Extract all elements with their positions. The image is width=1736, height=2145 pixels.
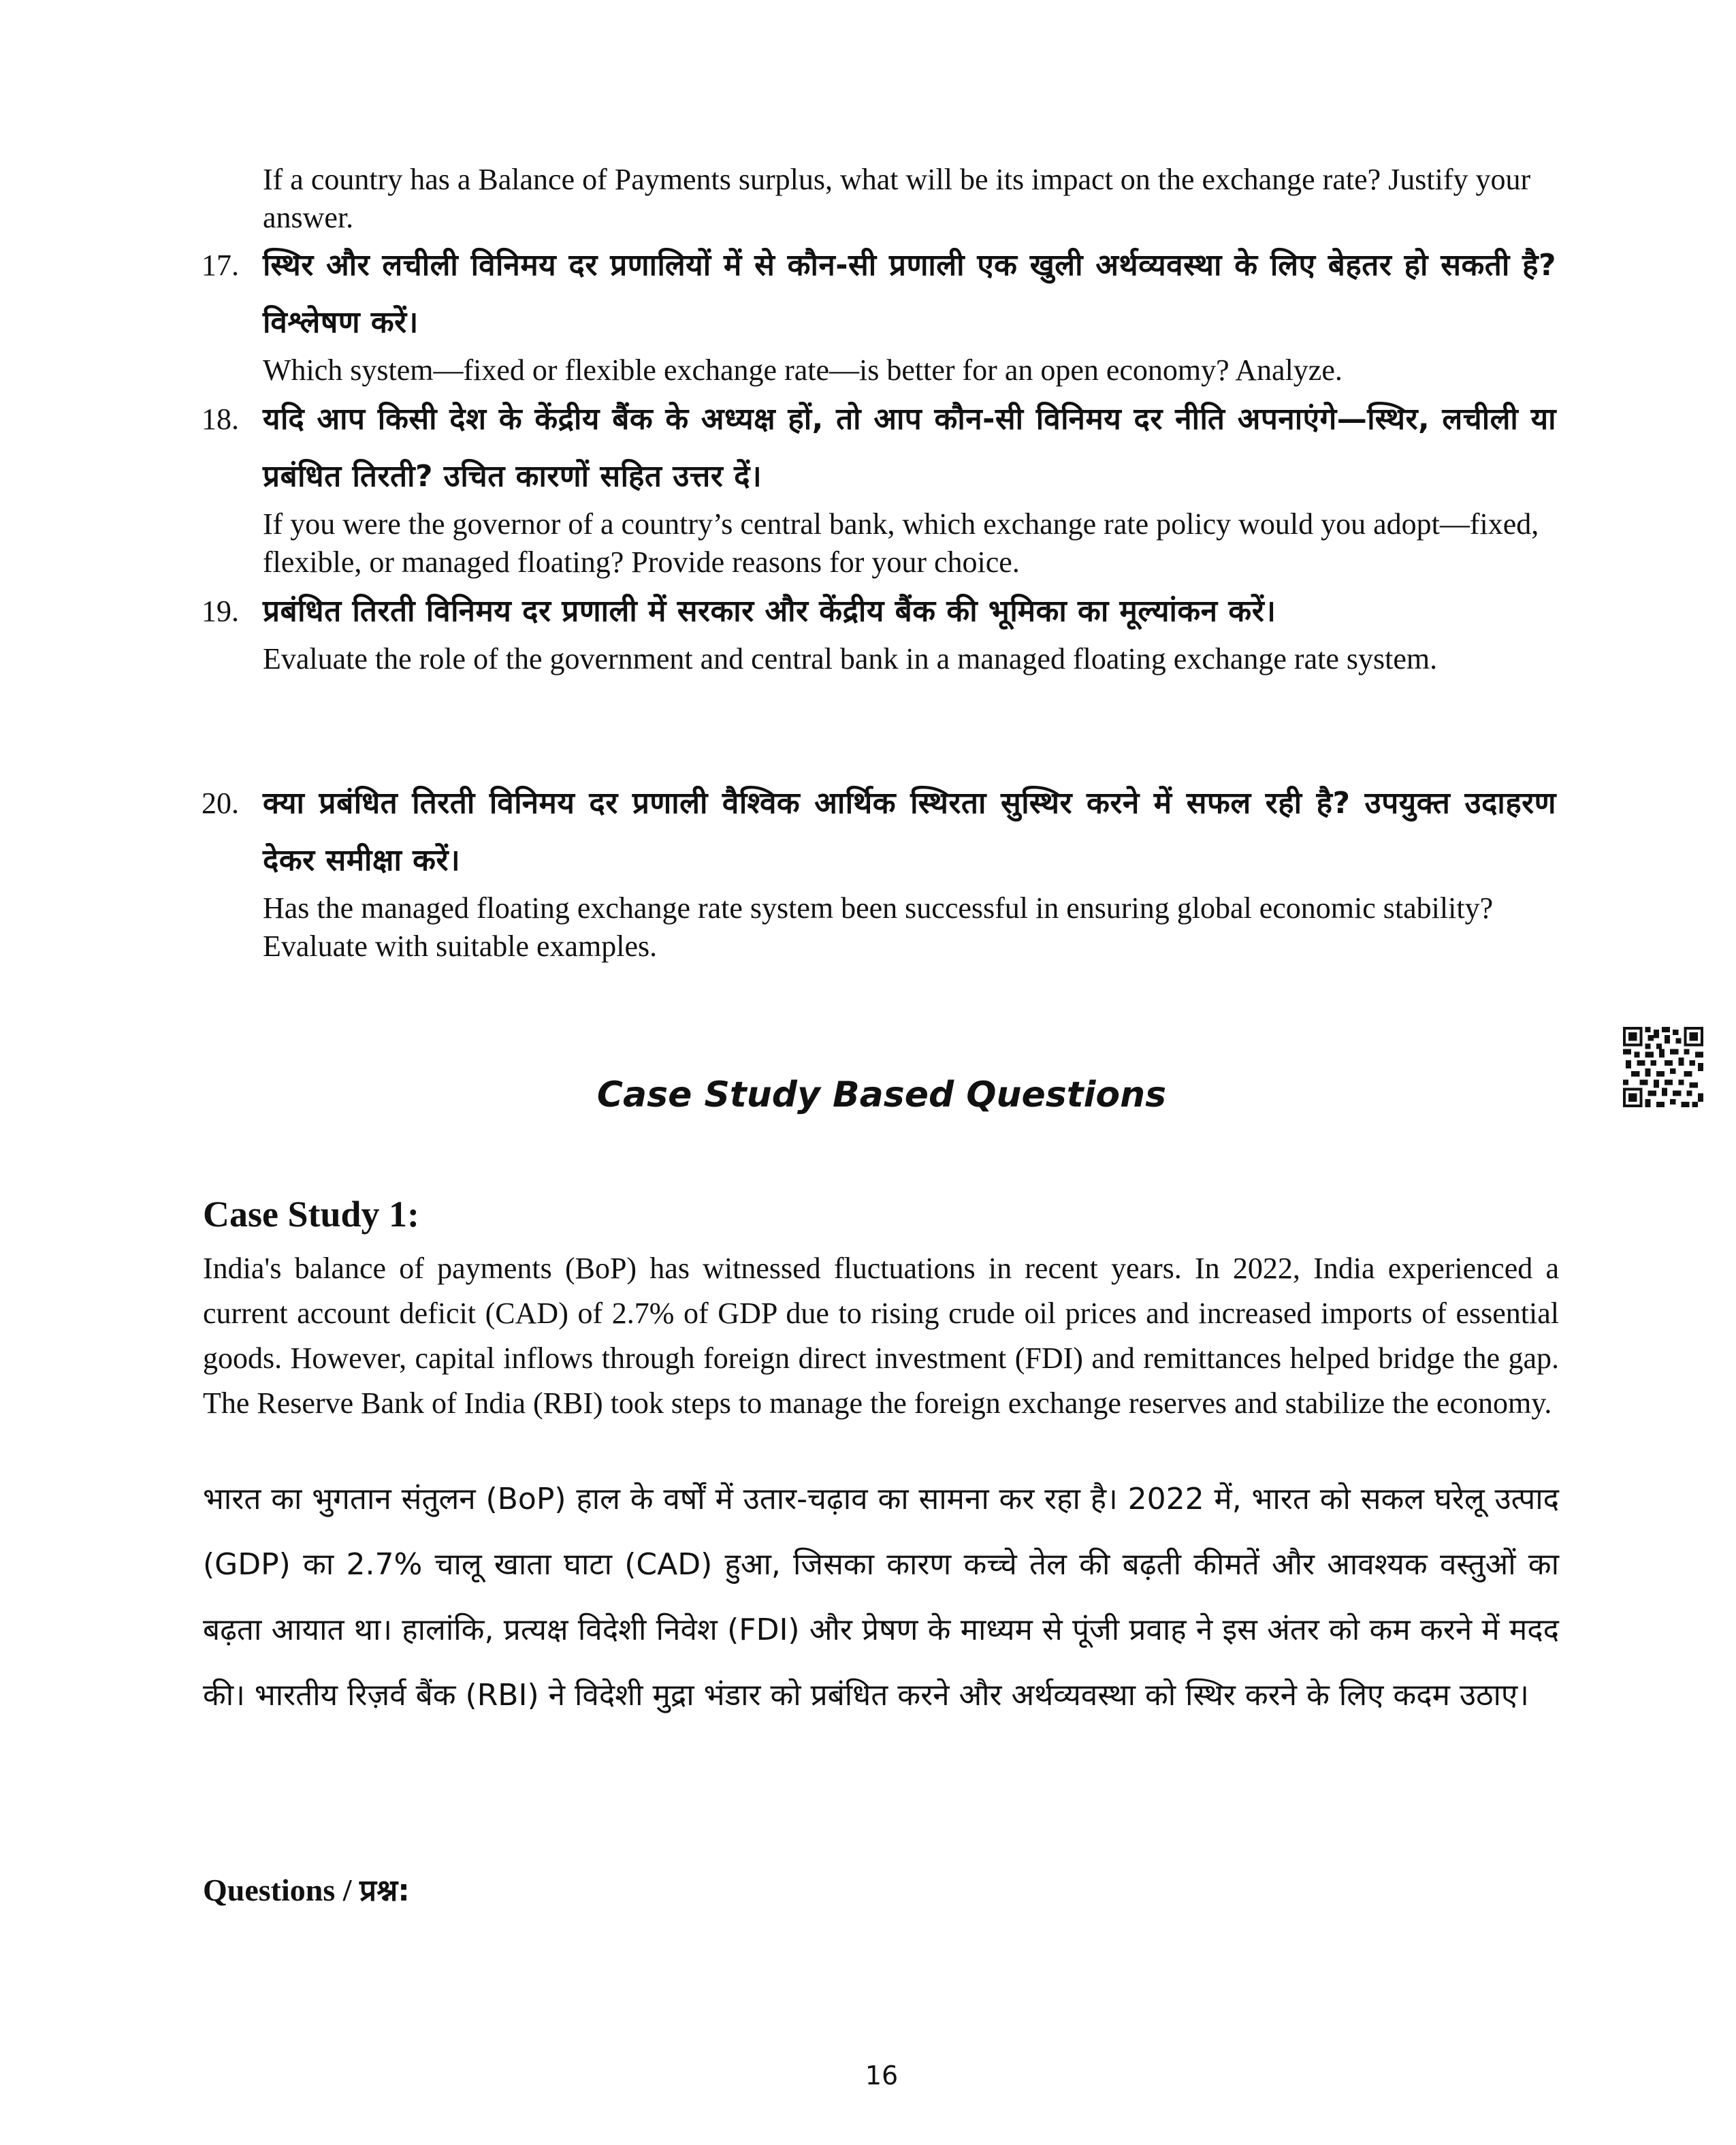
question-hindi: क्या प्रबंधित तिरती विनिमय दर प्रणाली वैश्विक आर्थिक स्थिरता सुस्थिर करने में सफल रही है? उपयुक्त उदाहरण देकर समीक्षा करें। xyxy=(263,786,1556,878)
question-number: 18. xyxy=(202,402,239,436)
questions-label-english: Questions / xyxy=(203,1873,360,1907)
question-17 xyxy=(202,237,1556,390)
question-20 xyxy=(202,775,1556,966)
question-hindi: प्रबंधित तिरती विनिमय दर प्रणाली में सरकार और केंद्रीय बैंक की भूमिका का मूल्यांकन करें। xyxy=(263,594,1276,629)
question-number: 17. xyxy=(202,249,239,282)
question-english: Evaluate the role of the government and central bank in a managed floating exchange rate system. xyxy=(263,642,1438,676)
case-study-hindi-paragraph: भारत का भुगतान संतुलन (BoP) हाल के वर्षों में उतार-चढ़ाव का सामना कर रहा है। 2022 में, भारत को सकल घरेलू उत्पाद (GDP) का 2.7% चालू खाता घाटा (CAD) हुआ, जिसका कारण कच्चे तेल की बढ़ती कीमतें और आवश्यक वस्तुओं का बढ़ता आयात था। हालांकि, प्रत्यक्ष विदेशी निवेश (FDI) और प्रेषण के माध्यम से पूंजी प्रवाह ने इस अंतर को कम करने में मदद की। भारतीय रिज़र्व बैंक (RBI) ने विदेशी मुद्रा भंडार को प्रबंधित करने और अर्थव्यवस्था को स्थिर करने के लिए कदम उठाए। xyxy=(203,1482,1559,1713)
question-19 xyxy=(202,583,1556,678)
question-18 xyxy=(202,391,1556,582)
page-number: 16 xyxy=(865,2061,899,2091)
section-title: Case Study Based Questions xyxy=(596,1075,1167,1115)
qr-code-icon xyxy=(1623,1027,1703,1107)
question-english: If you were the governor of a country’s central bank, which exchange rate policy would you adopt—fixed, flexible, or managed floating? Provide reasons for your choice. xyxy=(263,507,1539,579)
question-english: Has the managed floating exchange rate system been successful in ensuring global economic stability? Evaluate with suitable examples. xyxy=(263,891,1494,963)
question-english: Which system—fixed or flexible exchange rate—is better for an open economy? Analyze. xyxy=(263,353,1343,387)
questions-label-hindi: प्रश्न: xyxy=(359,1873,410,1908)
question-number: 19. xyxy=(202,594,239,628)
case-study-heading: Case Study 1: xyxy=(203,1194,420,1235)
question-hindi: यदि आप किसी देश के केंद्रीय बैंक के अध्यक्ष हों, तो आप कौन-सी विनिमय दर नीति अपनाएंगे—स्थिर, लचीली या प्रबंधित तिरती? उचित कारणों सहित उत्तर दें। xyxy=(263,402,1556,494)
questions-label xyxy=(203,1869,410,1909)
case-study-english-paragraph: India's balance of payments (BoP) has witnessed fluctuations in recent years. In 2022, India experienced a current account deficit (CAD) of 2.7% of GDP due to rising crude oil prices and increased imports of essential goods. However, capital inflows through foreign direct investment (FDI) and remittances helped bridge the gap. The Reserve Bank of India (RBI) took steps to manage the foreign exchange reserves and stabilize the economy. xyxy=(203,1252,1559,1420)
continuation-text: If a country has a Balance of Payments surplus, what will be its impact on the exchange rate? Justify your answer. xyxy=(263,163,1531,234)
question-hindi: स्थिर और लचीली विनिमय दर प्रणालियों में से कौन-सी प्रणाली एक खुली अर्थव्यवस्था के लिए बेहतर हो सकती है? विश्लेषण करें। xyxy=(263,248,1556,340)
question-number: 20. xyxy=(202,786,239,820)
